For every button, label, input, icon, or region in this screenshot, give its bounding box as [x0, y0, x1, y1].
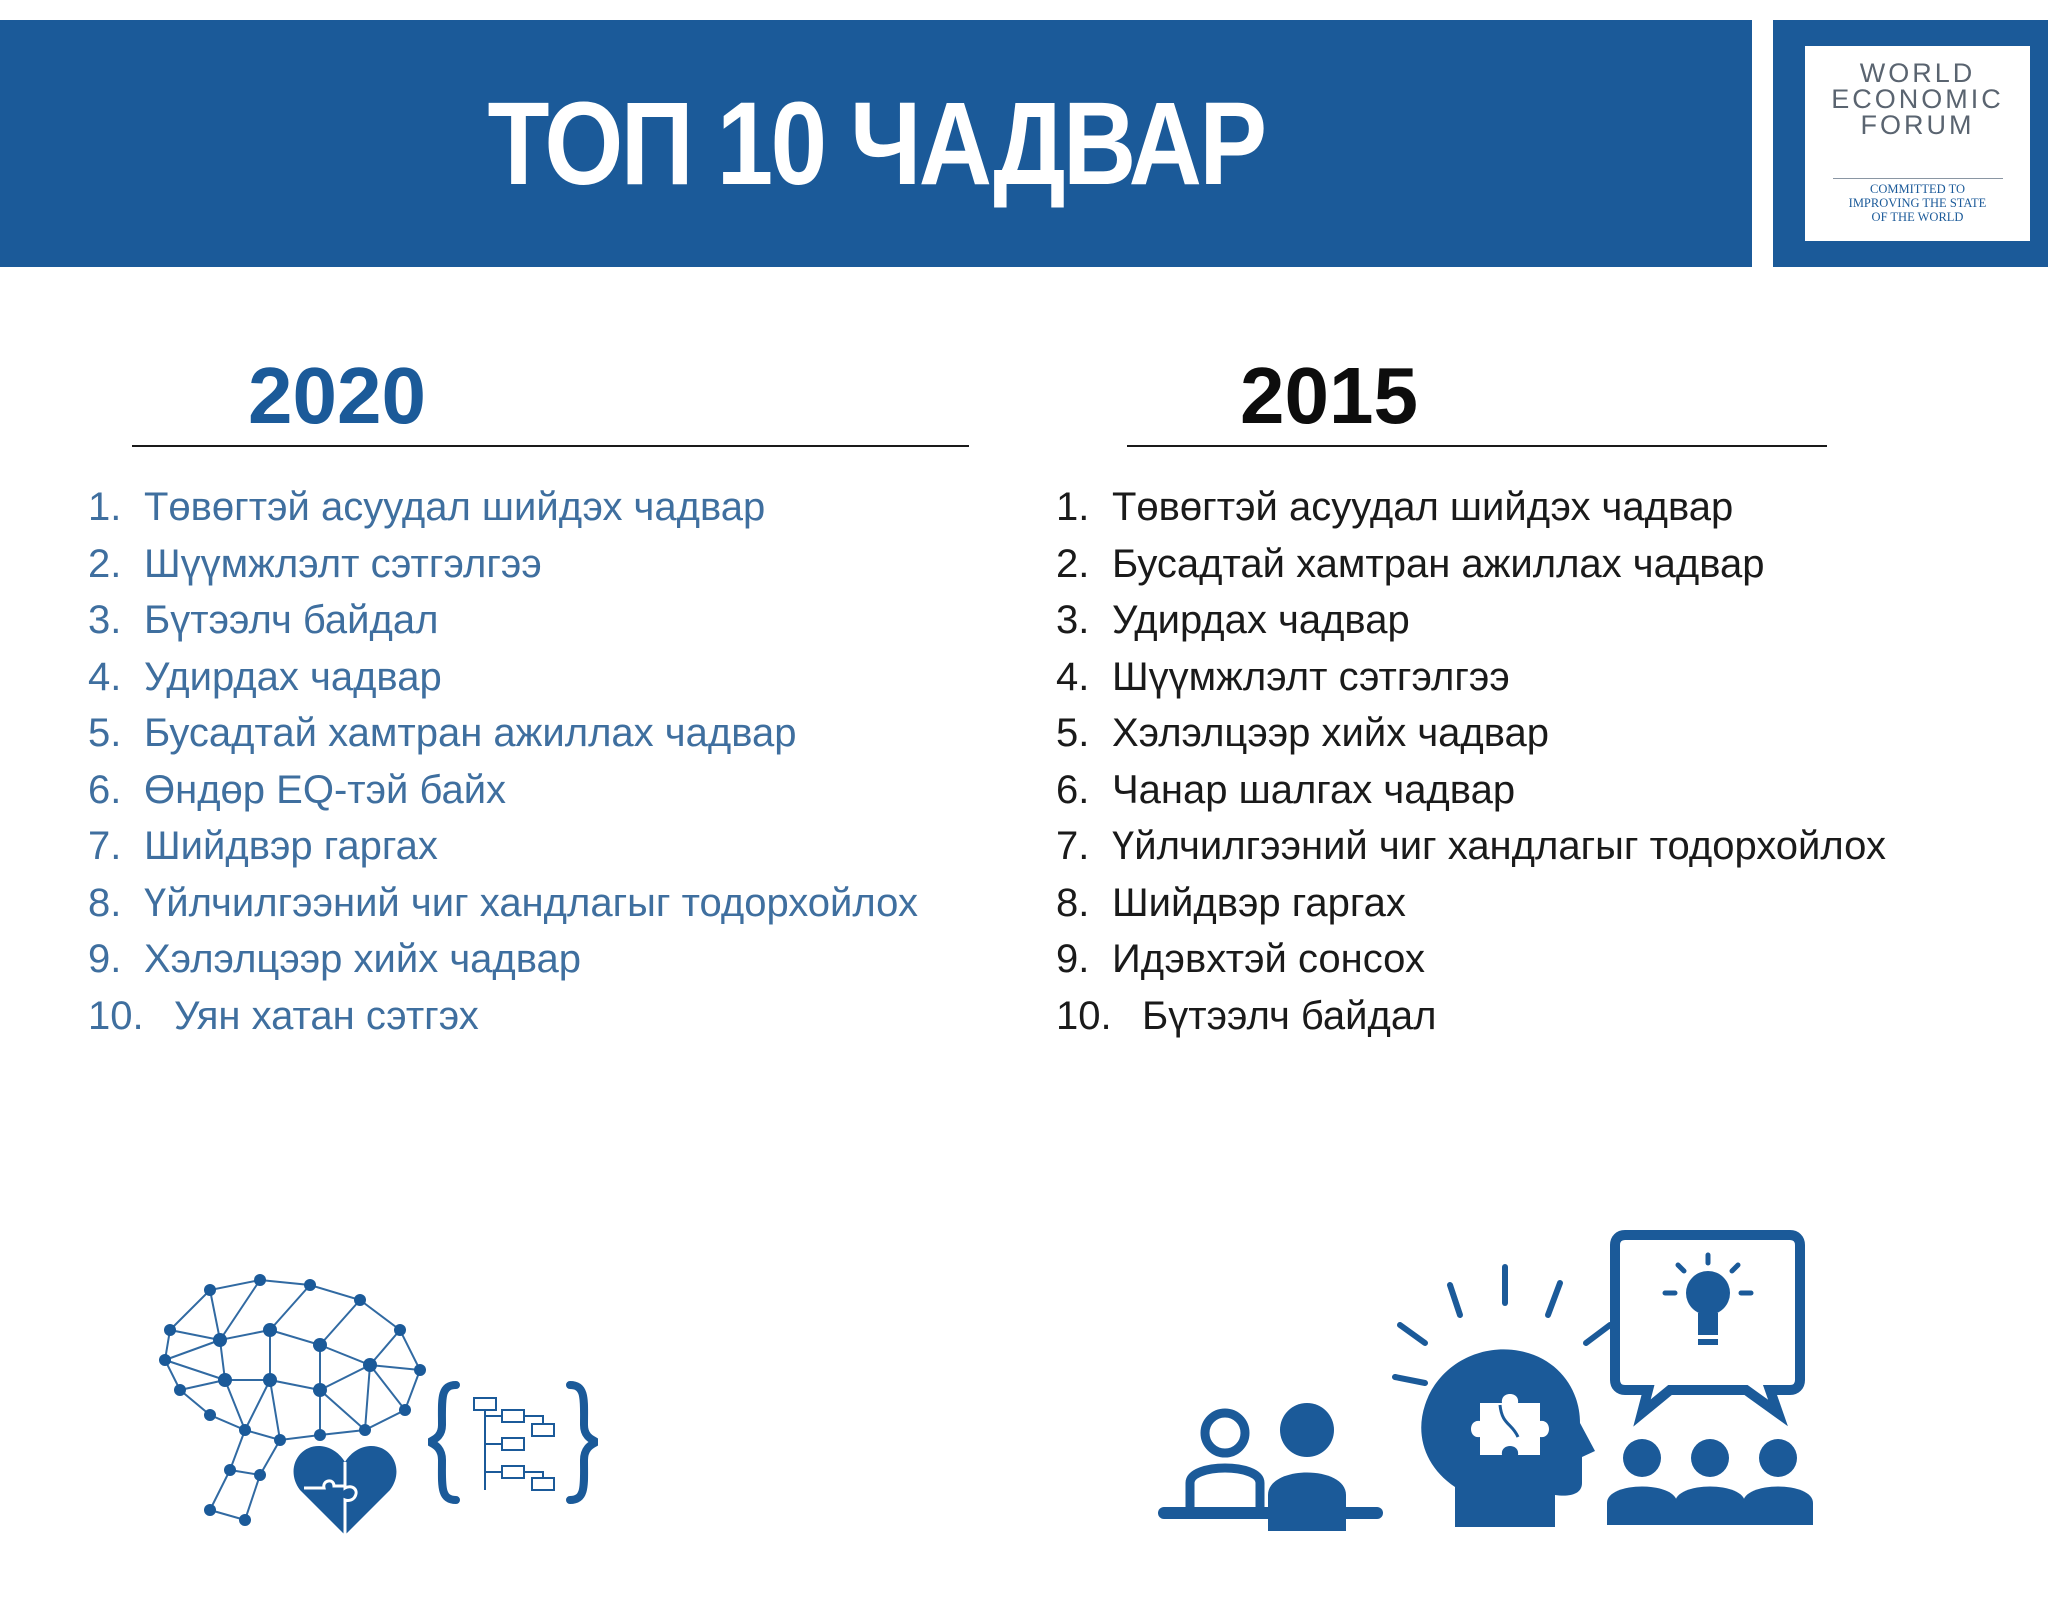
- skills-list-2020: [88, 479, 918, 1044]
- list-item: [88, 762, 918, 819]
- item-text: Удирдах чадвар: [1112, 598, 1410, 642]
- item-text: Идэвхтэй сонсох: [1112, 937, 1425, 981]
- list-item: [1056, 762, 1886, 819]
- item-number: 4.: [88, 654, 122, 699]
- list-item: [88, 479, 918, 536]
- people-ideas-illustration: [1150, 1225, 1820, 1535]
- logo-tagline-3: OF THE WORLD: [1871, 210, 1964, 224]
- list-item: [1056, 592, 1886, 649]
- logo-tagline-1: COMMITTED TO: [1869, 182, 1966, 196]
- item-text: Үйлчилгээний чиг хандлагыг тодорхойлох: [1112, 824, 1886, 868]
- list-item: [1056, 988, 1886, 1045]
- list-item: [88, 705, 918, 762]
- left-underline: [132, 445, 969, 447]
- item-text: Шүүмжлэлт сэтгэлгээ: [1112, 654, 1510, 699]
- meeting-people-icon: [1158, 1403, 1383, 1531]
- item-number: 3.: [88, 598, 122, 642]
- item-number: 2.: [88, 541, 122, 586]
- audience-icon: [1607, 1439, 1813, 1525]
- list-item: [88, 875, 918, 932]
- item-number: 2.: [1056, 541, 1090, 586]
- item-number: 5.: [88, 711, 122, 755]
- item-number: 8.: [1056, 880, 1090, 925]
- list-item: [1056, 705, 1886, 762]
- item-text: Шүүмжлэлт сэтгэлгээ: [144, 541, 542, 586]
- item-text: Шийдвэр гаргах: [1112, 880, 1406, 925]
- item-text: Чанар шалгах чадвар: [1112, 767, 1516, 812]
- heart-puzzle-icon: [290, 1440, 400, 1540]
- logo-divider: [1833, 178, 2003, 179]
- item-number: 10.: [1056, 993, 1112, 1038]
- list-item: [1056, 649, 1886, 706]
- item-number: 7.: [88, 824, 122, 868]
- logo-tagline-2: IMPROVING THE STATE: [1848, 196, 1987, 210]
- item-text: Хэлэлцээр хийх чадвар: [1112, 711, 1550, 755]
- item-text: Өндөр EQ-тэй байх: [144, 767, 507, 812]
- list-item: [1056, 479, 1886, 536]
- item-number: 6.: [88, 767, 122, 812]
- logo-line-1: WORLD: [1859, 58, 1976, 88]
- head-puzzle-icon: [1395, 1267, 1610, 1527]
- item-text: Бусадтай хамтран ажиллах чадвар: [1112, 541, 1765, 586]
- item-text: Шийдвэр гаргах: [144, 824, 438, 868]
- list-item: [88, 818, 918, 875]
- item-text: Бусадтай хамтран ажиллах чадвар: [144, 711, 797, 755]
- list-item: [1056, 931, 1886, 988]
- item-number: 3.: [1056, 598, 1090, 642]
- item-number: 1.: [1056, 485, 1090, 529]
- item-number: 7.: [1056, 824, 1090, 868]
- list-item: [88, 592, 918, 649]
- item-number: 1.: [88, 485, 122, 529]
- wef-logo: [1805, 46, 2030, 241]
- item-number: 10.: [88, 993, 144, 1038]
- item-text: Удирдах чадвар: [144, 654, 442, 699]
- list-item: [88, 649, 918, 706]
- item-text: Төвөгтэй асуудал шийдэх чадвар: [1112, 485, 1734, 529]
- list-item: [88, 931, 918, 988]
- item-number: 5.: [1056, 711, 1090, 755]
- item-text: Төвөгтэй асуудал шийдэх чадвар: [144, 485, 766, 529]
- list-item: [1056, 536, 1886, 593]
- item-number: 6.: [1056, 767, 1090, 812]
- item-number: 9.: [1056, 937, 1090, 981]
- item-number: 4.: [1056, 654, 1090, 699]
- skills-list-2015: [1056, 479, 1886, 1044]
- logo-line-3: FORUM: [1860, 110, 1975, 140]
- flowchart-braces-icon: [428, 1380, 598, 1505]
- logo-line-2: ECONOMIC: [1831, 84, 2004, 114]
- item-text: Хэлэлцээр хийх чадвар: [144, 937, 582, 981]
- year-2015-heading: 2015: [1240, 351, 1418, 440]
- list-item: [88, 988, 918, 1045]
- presentation-lightbulb-icon: [1615, 1235, 1800, 1413]
- page-title: ТОП 10 ЧАДВАР: [487, 77, 1265, 210]
- item-text: Бүтээлч байдал: [1142, 993, 1437, 1038]
- item-text: Бүтээлч байдал: [144, 598, 439, 642]
- list-item: [88, 536, 918, 593]
- list-item: [1056, 818, 1886, 875]
- year-2020-heading: 2020: [248, 351, 426, 440]
- list-item: [1056, 875, 1886, 932]
- item-number: 8.: [88, 880, 122, 925]
- item-text: Үйлчилгээний чиг хандлагыг тодорхойлох: [144, 880, 918, 925]
- item-number: 9.: [88, 937, 122, 981]
- right-underline: [1127, 445, 1827, 447]
- item-text: Уян хатан сэтгэх: [174, 993, 479, 1038]
